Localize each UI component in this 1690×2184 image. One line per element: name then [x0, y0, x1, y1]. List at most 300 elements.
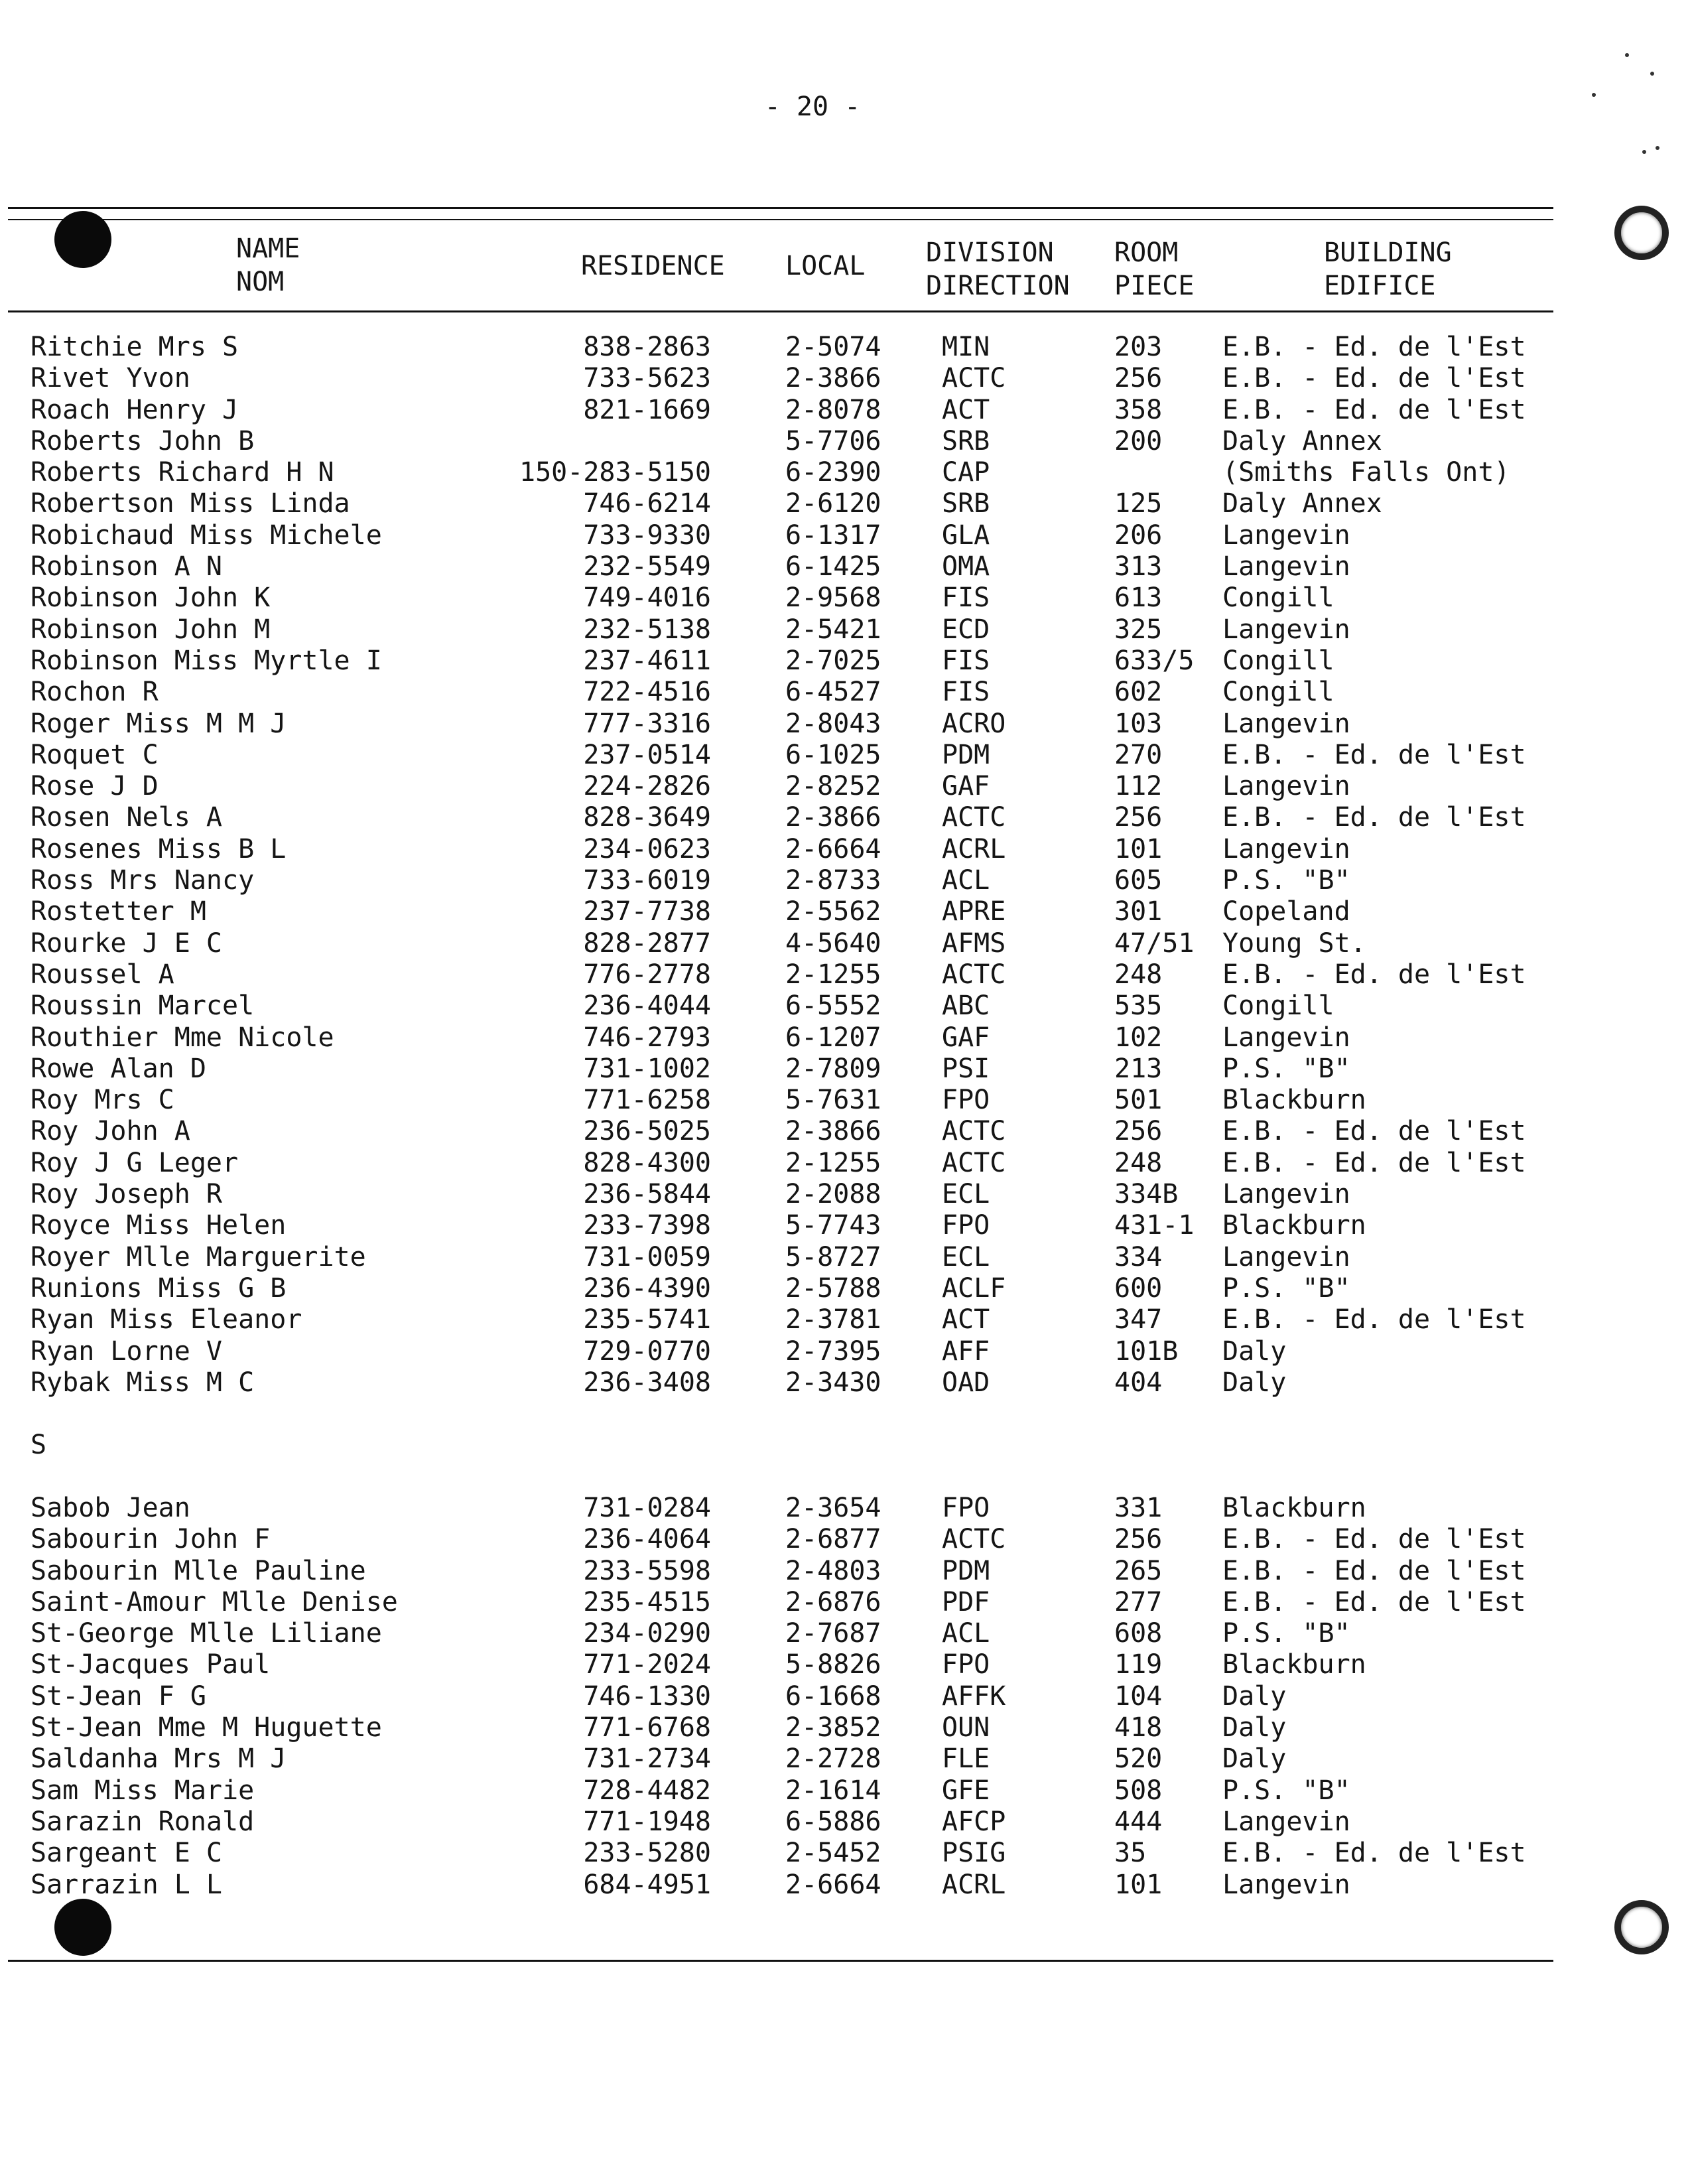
entry-building: Young St.: [1222, 927, 1366, 959]
directory-row: [0, 959, 1690, 990]
entry-residence: 777-3316: [583, 708, 711, 739]
directory-row: [0, 1870, 1690, 1901]
entry-division: ACRL: [942, 1869, 1006, 1900]
entry-residence: 235-4515: [583, 1586, 711, 1617]
entry-building: E.B. - Ed. de l'Est: [1222, 959, 1526, 990]
entry-room: 102: [1114, 1022, 1163, 1053]
entry-name: Roberts John B: [31, 425, 255, 456]
entry-division: AFF: [942, 1335, 990, 1367]
entry-residence: 733-5623: [583, 363, 711, 394]
entry-division: FPO: [942, 1210, 990, 1241]
entry-division: SRB: [942, 488, 990, 519]
entry-residence: 733-6019: [583, 865, 711, 896]
entry-residence: 232-5549: [583, 551, 711, 582]
directory-row: [0, 426, 1690, 457]
entry-room: 508: [1114, 1775, 1163, 1806]
header-division-en: DIVISION: [926, 238, 1054, 268]
entry-room: 418: [1114, 1712, 1163, 1743]
entry-residence: 776-2778: [583, 959, 711, 990]
entry-division: FIS: [942, 677, 990, 708]
entry-room: 47/51: [1114, 927, 1195, 959]
directory-row: [0, 1116, 1690, 1147]
entry-name: Roy Joseph R: [31, 1179, 222, 1210]
entry-division: OAD: [942, 1367, 990, 1398]
entry-local: 6-2390: [785, 457, 881, 488]
entry-division: CAP: [942, 457, 990, 488]
entry-building: E.B. - Ed. de l'Est: [1222, 802, 1526, 833]
entry-residence: 746-6214: [583, 488, 711, 519]
entry-name: Roussel A: [31, 959, 174, 990]
entry-room: 277: [1114, 1586, 1163, 1617]
entry-room: 334: [1114, 1241, 1163, 1272]
entry-local: 6-1317: [785, 519, 881, 551]
entry-building: Daly: [1222, 1712, 1287, 1743]
header-name-en: NAME: [236, 234, 300, 264]
scan-speck: [1642, 150, 1646, 154]
entry-name: Robinson John M: [31, 614, 271, 645]
entry-room: 444: [1114, 1806, 1163, 1837]
punch-hole: [54, 211, 111, 268]
entry-room: 608: [1114, 1618, 1163, 1649]
entry-name: Rowe Alan D: [31, 1053, 206, 1084]
entry-room: 501: [1114, 1085, 1163, 1116]
entry-name: Sabob Jean: [31, 1492, 190, 1523]
entry-room: 125: [1114, 488, 1163, 519]
header-name-fr: NOM: [236, 267, 285, 297]
entry-local: 6-1668: [785, 1680, 881, 1712]
directory-row: [0, 896, 1690, 927]
entry-name: Robichaud Miss Michele: [31, 519, 382, 551]
entry-local: 5-7631: [785, 1085, 881, 1116]
entry-local: 2-3654: [785, 1492, 881, 1523]
entry-residence: 684-4951: [583, 1869, 711, 1900]
entry-local: 2-6876: [785, 1586, 881, 1617]
entry-name: Rivet Yvon: [31, 363, 190, 394]
directory-row: [0, 1681, 1690, 1712]
entry-room: 101B: [1114, 1335, 1179, 1367]
entry-building: Langevin: [1222, 708, 1350, 739]
binder-ring: [1614, 1900, 1669, 1954]
entry-division: ACRL: [942, 833, 1006, 864]
entry-division: FIS: [942, 582, 990, 614]
entry-name: Royce Miss Helen: [31, 1210, 287, 1241]
entry-name: Routhier Mme Nicole: [31, 1022, 334, 1053]
entry-division: PDM: [942, 1555, 990, 1586]
entry-local: 2-2728: [785, 1743, 881, 1775]
header-building-fr: EDIFICE: [1324, 271, 1436, 301]
header-building-en: BUILDING: [1324, 238, 1452, 268]
entry-residence: 235-5741: [583, 1304, 711, 1335]
entry-local: 4-5640: [785, 927, 881, 959]
scan-speck: [1656, 146, 1659, 150]
directory-row: [0, 551, 1690, 582]
entry-room: 206: [1114, 519, 1163, 551]
entry-building: Congill: [1222, 677, 1334, 708]
entry-room: 301: [1114, 896, 1163, 927]
entry-name: Rochon R: [31, 677, 159, 708]
entry-local: 2-1255: [785, 959, 881, 990]
entry-name: Rosen Nels A: [31, 802, 222, 833]
entry-division: PDM: [942, 739, 990, 770]
entry-division: MIN: [942, 332, 990, 362]
entry-name: St-Jean Mme M Huguette: [31, 1712, 382, 1743]
entry-name: Robinson A N: [31, 551, 222, 582]
directory-row: [0, 1712, 1690, 1743]
column-header-room: [1114, 236, 1194, 303]
entry-room: 347: [1114, 1304, 1163, 1335]
entry-local: 2-2088: [785, 1179, 881, 1210]
column-header-division: [926, 236, 1070, 303]
entry-name: Saldanha Mrs M J: [31, 1743, 287, 1775]
entry-name: Robinson John K: [31, 582, 271, 614]
entry-building: Langevin: [1222, 1179, 1350, 1210]
entry-residence: 237-4611: [583, 645, 711, 676]
scan-speck: [1592, 93, 1596, 97]
entry-name: Roy J G Leger: [31, 1147, 239, 1178]
directory-row: [0, 520, 1690, 551]
directory-row: [0, 1587, 1690, 1618]
entry-local: 2-5788: [785, 1272, 881, 1304]
entry-name: Sabourin Mlle Pauline: [31, 1555, 366, 1586]
entry-name: Roquet C: [31, 739, 159, 770]
entry-building: Daly: [1222, 1743, 1287, 1775]
entry-building: Langevin: [1222, 614, 1350, 645]
entry-name: Rose J D: [31, 771, 159, 802]
entry-division: OUN: [942, 1712, 990, 1743]
entry-room: 248: [1114, 959, 1163, 990]
entry-residence: 828-2877: [583, 927, 711, 959]
entry-division: OMA: [942, 551, 990, 582]
entry-residence: 233-7398: [583, 1210, 711, 1241]
entry-division: ECD: [942, 614, 990, 645]
entry-division: GLA: [942, 519, 990, 551]
entry-name: Saint-Amour Mlle Denise: [31, 1586, 398, 1617]
entry-local: 6-1207: [785, 1022, 881, 1053]
entry-division: ACT: [942, 1304, 990, 1335]
entry-local: 2-5421: [785, 614, 881, 645]
entry-local: 2-6664: [785, 833, 881, 864]
entry-residence: 731-0059: [583, 1241, 711, 1272]
entry-building: E.B. - Ed. de l'Est: [1222, 1304, 1526, 1335]
directory-row: [0, 740, 1690, 771]
entry-building: Daly: [1222, 1335, 1287, 1367]
entry-residence: 731-0284: [583, 1492, 711, 1523]
directory-row: [0, 614, 1690, 646]
entry-name: Ryan Lorne V: [31, 1335, 222, 1367]
entry-division: ACRO: [942, 708, 1006, 739]
entry-division: ACTC: [942, 1147, 1006, 1178]
header-rule: [8, 310, 1553, 312]
entry-local: 2-3852: [785, 1712, 881, 1743]
entry-building: Blackburn: [1222, 1085, 1366, 1116]
entry-division: AFFK: [942, 1680, 1006, 1712]
entry-residence: 150-283-5150: [519, 457, 711, 488]
entry-building: E.B. - Ed. de l'Est: [1222, 1116, 1526, 1147]
directory-row: [0, 677, 1690, 708]
entry-residence: 236-4064: [583, 1524, 711, 1555]
entry-division: ABC: [942, 990, 990, 1022]
entry-building: P.S. "B": [1222, 865, 1350, 896]
section-letter-row: [0, 1399, 1690, 1493]
entry-room: 256: [1114, 802, 1163, 833]
entry-local: 6-5552: [785, 990, 881, 1022]
entry-room: 602: [1114, 677, 1163, 708]
entry-building: Blackburn: [1222, 1492, 1366, 1523]
entry-name: Robertson Miss Linda: [31, 488, 350, 519]
entry-local: 6-4527: [785, 677, 881, 708]
entry-name: St-George Mlle Liliane: [31, 1618, 382, 1649]
directory-row: [0, 1618, 1690, 1649]
directory-row: [0, 1336, 1690, 1367]
entry-building: E.B. - Ed. de l'Est: [1222, 739, 1526, 770]
entry-name: St-Jacques Paul: [31, 1649, 271, 1680]
entry-local: 2-1614: [785, 1775, 881, 1806]
entry-room: 203: [1114, 332, 1163, 362]
header-division-fr: DIRECTION: [926, 271, 1070, 301]
entry-name: Sargeant E C: [31, 1838, 222, 1869]
entry-name: Roach Henry J: [31, 394, 239, 425]
entry-division: FPO: [942, 1492, 990, 1523]
entry-local: 2-8078: [785, 394, 881, 425]
entry-room: 404: [1114, 1367, 1163, 1398]
entry-local: 2-6120: [785, 488, 881, 519]
scan-speck: [1625, 53, 1629, 57]
entry-local: 2-4803: [785, 1555, 881, 1586]
entry-residence: 236-5025: [583, 1116, 711, 1147]
entry-residence: 233-5598: [583, 1555, 711, 1586]
column-header-name: [236, 232, 300, 299]
entry-local: 2-5074: [785, 332, 881, 362]
entry-division: FPO: [942, 1649, 990, 1680]
entry-building: (Smiths Falls Ont): [1222, 457, 1510, 488]
entry-division: ACTC: [942, 1116, 1006, 1147]
entry-division: ACLF: [942, 1272, 1006, 1304]
directory-row: [0, 395, 1690, 426]
header-local: LOCAL: [785, 251, 866, 281]
directory-row: [0, 1649, 1690, 1680]
directory-row: [0, 928, 1690, 959]
entry-building: E.B. - Ed. de l'Est: [1222, 1838, 1526, 1869]
entry-residence: 731-1002: [583, 1053, 711, 1084]
directory-row: [0, 865, 1690, 896]
entry-building: E.B. - Ed. de l'Est: [1222, 1524, 1526, 1555]
entry-building: Daly: [1222, 1367, 1287, 1398]
entry-local: 5-8727: [785, 1241, 881, 1272]
directory-row: [0, 1242, 1690, 1273]
punch-hole: [54, 1899, 111, 1956]
entry-name: St-Jean F G: [31, 1680, 206, 1712]
entry-residence: 233-5280: [583, 1838, 711, 1869]
entry-residence: 746-1330: [583, 1680, 711, 1712]
entry-room: 325: [1114, 614, 1163, 645]
directory-row: [0, 582, 1690, 614]
entry-division: FIS: [942, 645, 990, 676]
directory-list: [0, 332, 1690, 1901]
entry-name: Rybak Miss M C: [31, 1367, 255, 1398]
entry-building: Congill: [1222, 582, 1334, 614]
entry-division: GAF: [942, 1022, 990, 1053]
entry-room: 101: [1114, 1869, 1163, 1900]
entry-local: 2-1255: [785, 1147, 881, 1178]
directory-row: [0, 1775, 1690, 1807]
entry-room: 265: [1114, 1555, 1163, 1586]
entry-local: 2-8043: [785, 708, 881, 739]
entry-room: 431-1: [1114, 1210, 1195, 1241]
scan-speck: [1650, 72, 1654, 76]
entry-building: Langevin: [1222, 833, 1350, 864]
directory-row: [0, 834, 1690, 865]
entry-division: ECL: [942, 1179, 990, 1210]
entry-building: Daly: [1222, 1680, 1287, 1712]
entry-room: 119: [1114, 1649, 1163, 1680]
entry-division: ACTC: [942, 802, 1006, 833]
entry-building: Langevin: [1222, 771, 1350, 802]
entry-building: E.B. - Ed. de l'Est: [1222, 332, 1526, 362]
bottom-rule: [8, 1960, 1553, 1962]
entry-building: P.S. "B": [1222, 1053, 1350, 1084]
entry-residence: 728-4482: [583, 1775, 711, 1806]
directory-row: [0, 1022, 1690, 1054]
entry-residence: 237-7738: [583, 896, 711, 927]
directory-row: [0, 332, 1690, 363]
entry-division: AFCP: [942, 1806, 1006, 1837]
entry-name: Sarazin Ronald: [31, 1806, 255, 1837]
entry-name: Sarrazin L L: [31, 1869, 222, 1900]
entry-name: Roger Miss M M J: [31, 708, 287, 739]
entry-local: 5-8826: [785, 1649, 881, 1680]
entry-room: 270: [1114, 739, 1163, 770]
directory-row: [0, 1367, 1690, 1399]
directory-row: [0, 1493, 1690, 1524]
entry-room: 256: [1114, 1116, 1163, 1147]
entry-residence: 828-3649: [583, 802, 711, 833]
entry-local: 5-7743: [785, 1210, 881, 1241]
entry-residence: 838-2863: [583, 332, 711, 362]
entry-residence: 224-2826: [583, 771, 711, 802]
entry-building: Daly Annex: [1222, 488, 1382, 519]
entry-division: ACT: [942, 394, 990, 425]
entry-local: 2-6664: [785, 1869, 881, 1900]
entry-building: Blackburn: [1222, 1210, 1366, 1241]
entry-local: 2-7395: [785, 1335, 881, 1367]
directory-row: [0, 488, 1690, 519]
entry-room: 535: [1114, 990, 1163, 1022]
top-rule: [8, 207, 1553, 209]
entry-division: APRE: [942, 896, 1006, 927]
entry-room: 248: [1114, 1147, 1163, 1178]
entry-room: 213: [1114, 1053, 1163, 1084]
entry-building: E.B. - Ed. de l'Est: [1222, 1586, 1526, 1617]
entry-residence: 733-9330: [583, 519, 711, 551]
entry-building: Daly Annex: [1222, 425, 1382, 456]
entry-local: 5-7706: [785, 425, 881, 456]
entry-building: P.S. "B": [1222, 1618, 1350, 1649]
entry-residence: 729-0770: [583, 1335, 711, 1367]
page-number: - 20 -: [764, 92, 861, 122]
entry-name: Roy John A: [31, 1116, 190, 1147]
directory-row: [0, 363, 1690, 394]
entry-residence: 236-4390: [583, 1272, 711, 1304]
entry-room: 200: [1114, 425, 1163, 456]
entry-local: 2-3866: [785, 802, 881, 833]
entry-residence: 821-1669: [583, 394, 711, 425]
entry-room: 600: [1114, 1272, 1163, 1304]
directory-row: [0, 1210, 1690, 1241]
entry-division: ACL: [942, 865, 990, 896]
entry-residence: 731-2734: [583, 1743, 711, 1775]
entry-building: Blackburn: [1222, 1649, 1366, 1680]
directory-row: [0, 457, 1690, 488]
entry-room: 613: [1114, 582, 1163, 614]
section-letter: S: [31, 1430, 47, 1461]
directory-row: [0, 646, 1690, 677]
directory-row: [0, 1273, 1690, 1304]
entry-residence: 771-6768: [583, 1712, 711, 1743]
directory-row: [0, 1838, 1690, 1869]
entry-name: Robinson Miss Myrtle I: [31, 645, 382, 676]
entry-residence: 746-2793: [583, 1022, 711, 1053]
entry-local: 2-7687: [785, 1618, 881, 1649]
entry-residence: 749-4016: [583, 582, 711, 614]
entry-room: 112: [1114, 771, 1163, 802]
binder-ring: [1614, 206, 1669, 260]
entry-name: Rosenes Miss B L: [31, 833, 287, 864]
entry-division: ACTC: [942, 1524, 1006, 1555]
entry-name: Royer Mlle Marguerite: [31, 1241, 366, 1272]
directory-row: [0, 1304, 1690, 1335]
entry-name: Ritchie Mrs S: [31, 332, 239, 362]
entry-local: 2-3866: [785, 1116, 881, 1147]
entry-name: Runions Miss G B: [31, 1272, 287, 1304]
entry-room: 331: [1114, 1492, 1163, 1523]
entry-building: Langevin: [1222, 1806, 1350, 1837]
entry-name: Sabourin John F: [31, 1524, 271, 1555]
directory-row: [0, 1179, 1690, 1210]
entry-division: GAF: [942, 771, 990, 802]
entry-building: Langevin: [1222, 1241, 1350, 1272]
entry-name: Ryan Miss Eleanor: [31, 1304, 302, 1335]
entry-division: FPO: [942, 1085, 990, 1116]
entry-building: Congill: [1222, 990, 1334, 1022]
entry-local: 2-3781: [785, 1304, 881, 1335]
directory-row: [0, 1054, 1690, 1085]
header-residence: RESIDENCE: [581, 251, 725, 281]
entry-residence: 771-1948: [583, 1806, 711, 1837]
entry-residence: 237-0514: [583, 739, 711, 770]
entry-building: E.B. - Ed. de l'Est: [1222, 1555, 1526, 1586]
directory-row: [0, 771, 1690, 802]
entry-room: 104: [1114, 1680, 1163, 1712]
entry-name: Roberts Richard H N: [31, 457, 334, 488]
entry-room: 334B: [1114, 1179, 1179, 1210]
entry-local: 2-6877: [785, 1524, 881, 1555]
top-rule-secondary: [8, 219, 1553, 220]
entry-room: 256: [1114, 1524, 1163, 1555]
entry-residence: 722-4516: [583, 677, 711, 708]
entry-residence: 236-5844: [583, 1179, 711, 1210]
entry-residence: 232-5138: [583, 614, 711, 645]
entry-local: 2-9568: [785, 582, 881, 614]
entry-residence: 828-4300: [583, 1147, 711, 1178]
directory-row: [0, 1148, 1690, 1179]
entry-room: 358: [1114, 394, 1163, 425]
entry-division: ECL: [942, 1241, 990, 1272]
directory-row: [0, 990, 1690, 1022]
entry-room: 103: [1114, 708, 1163, 739]
directory-row: [0, 1807, 1690, 1838]
entry-building: E.B. - Ed. de l'Est: [1222, 1147, 1526, 1178]
directory-row: [0, 1556, 1690, 1587]
